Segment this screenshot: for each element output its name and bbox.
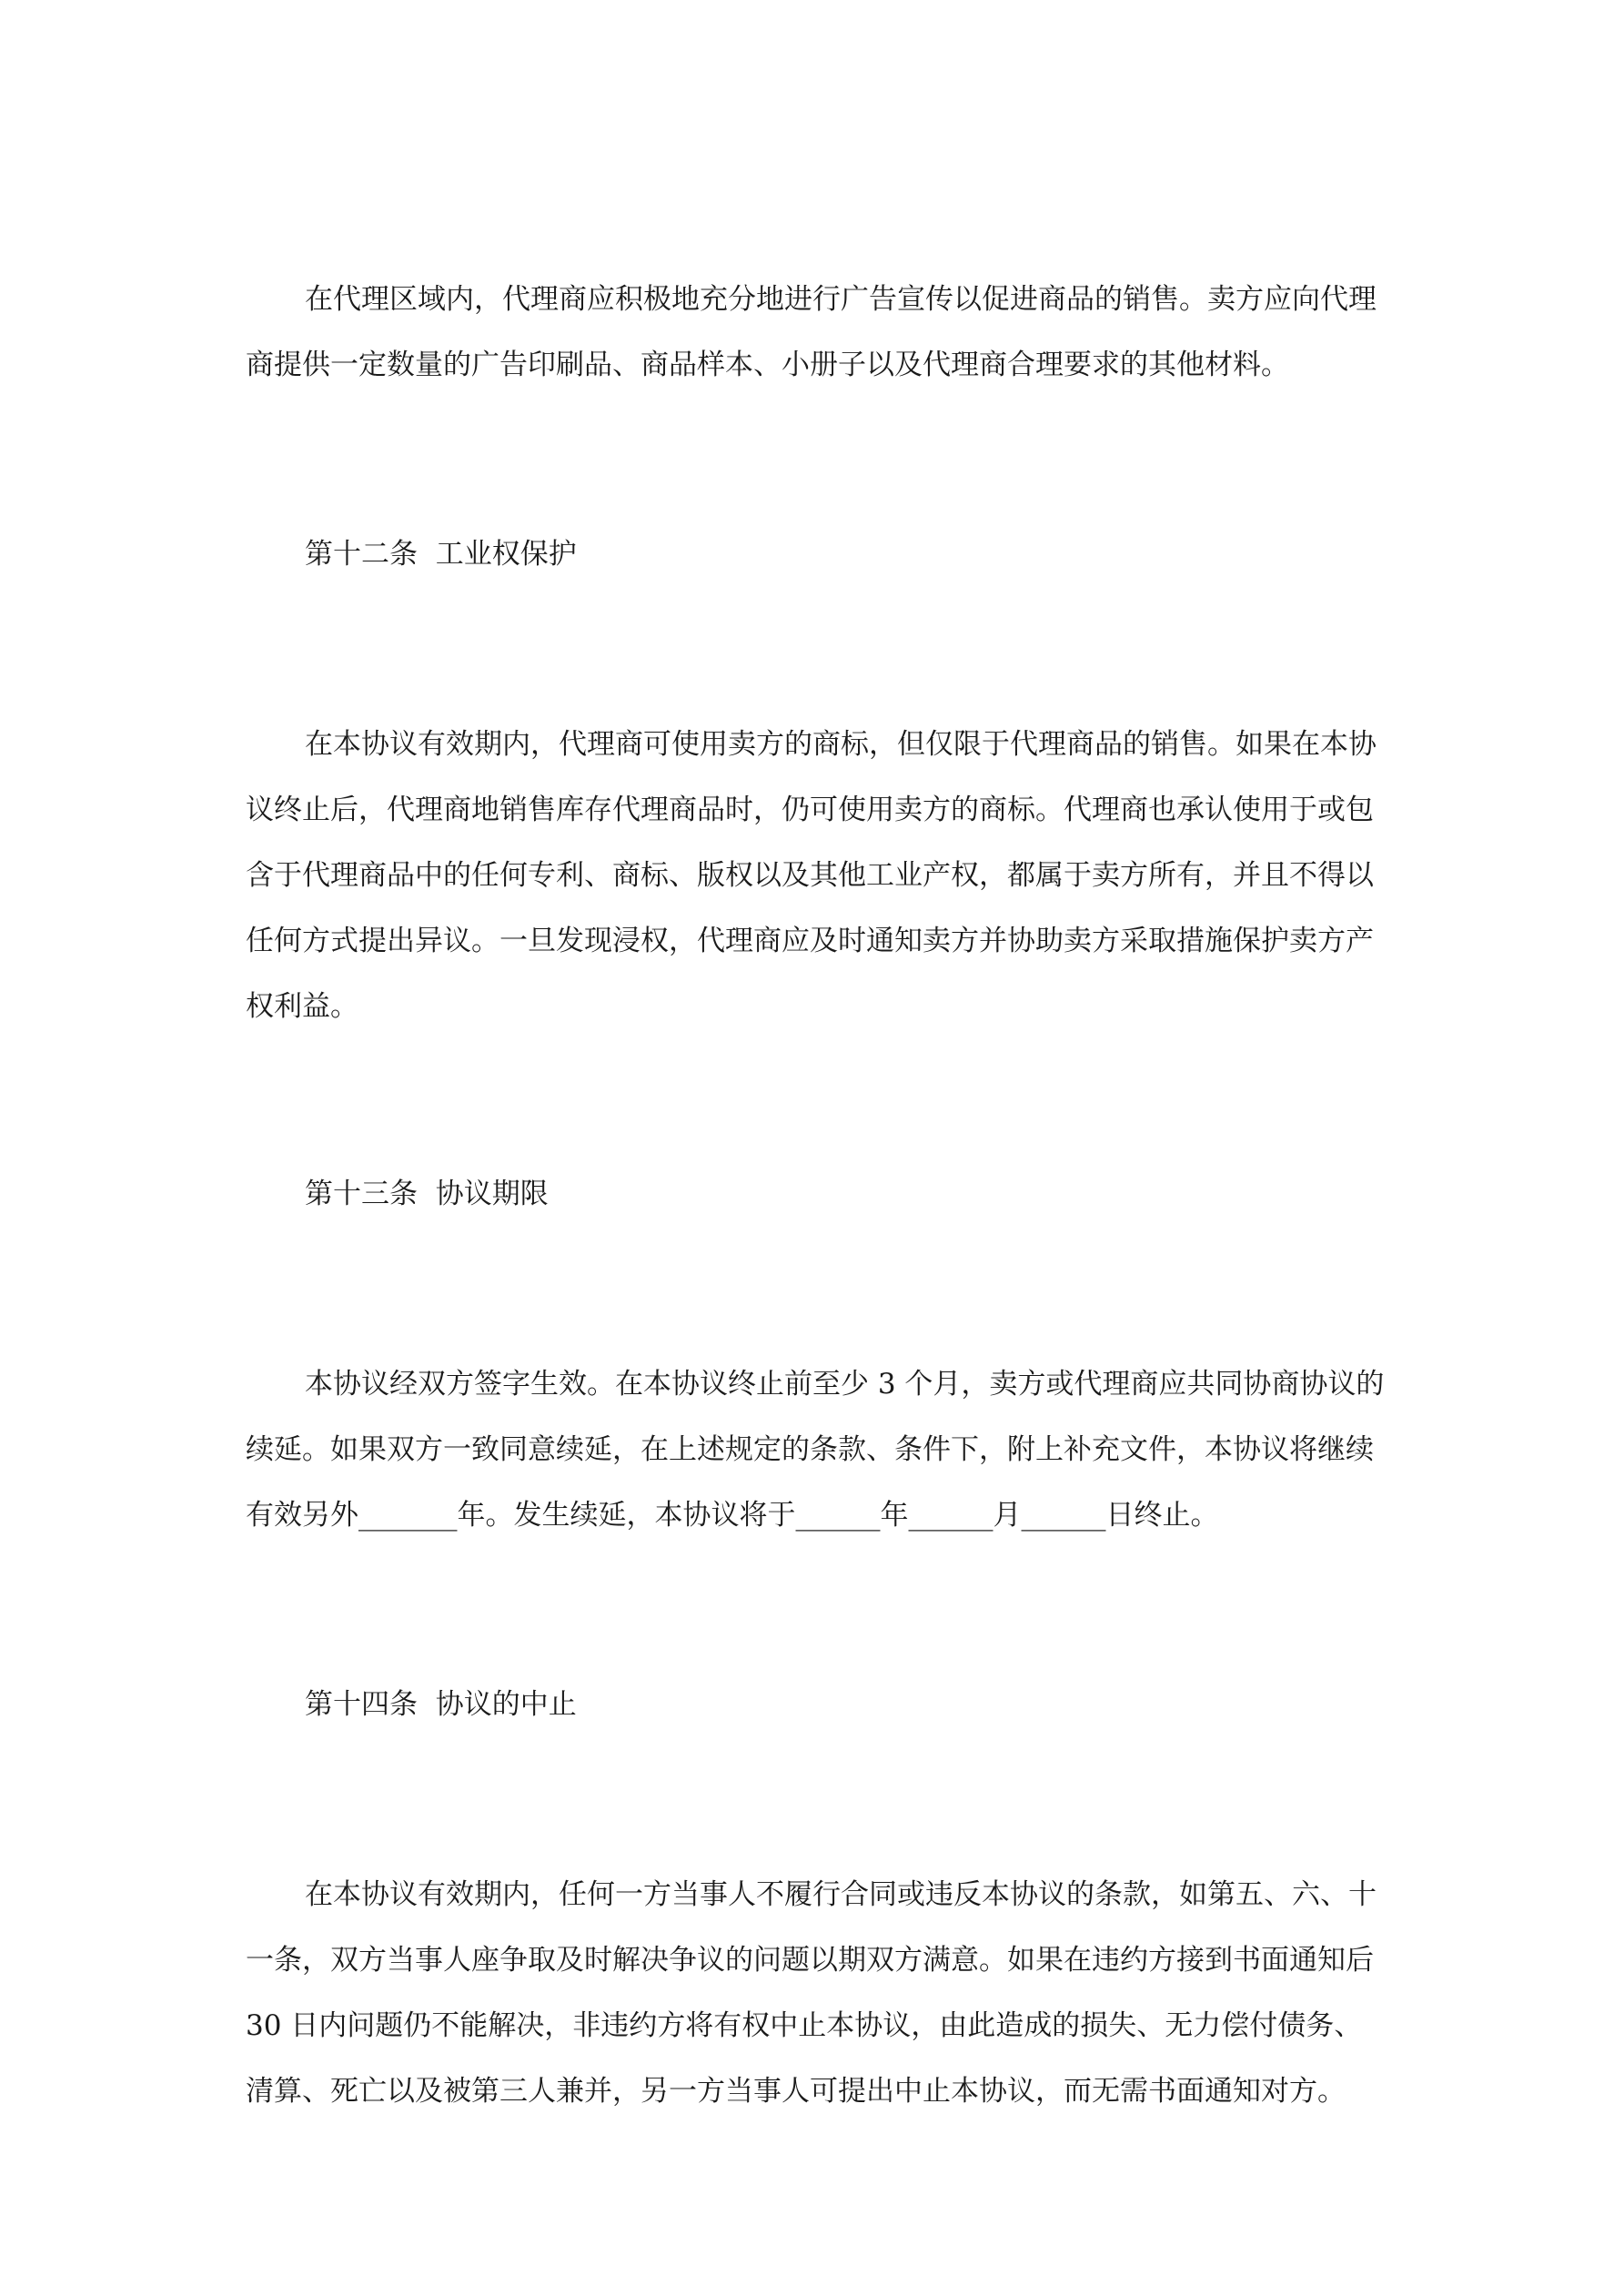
paragraph-line: 有效另外_______年。发生续延，本协议将于______年______月______日终止。 [246,1499,1219,1532]
article-14-heading: 第十四条 协议的中止 [305,1688,577,1721]
paragraph-line: 任何方式提出异议。一旦发现浸权，代理商应及时通知卖方并协助卖方采取措施保护卖方产 [246,925,1374,957]
paragraph-termination [246,1862,1383,2124]
paragraph-line: 一条，双方当事人座争取及时解决争议的问题以期双方满意。如果在违约方接到书面通知后 [246,1944,1374,1977]
article-12-heading: 第十二条 工业权保护 [305,538,577,571]
paragraph-industrial-property [246,712,1383,1039]
paragraph-line: 续延。如果双方一致同意续延，在上述规定的条款、条件下，附上补充文件，本协议将继续 [246,1433,1374,1466]
paragraph-line: 权利益。 [246,990,358,1023]
paragraph-line: 在代理区域内，代理商应积极地充分地进行广告宣传以促进商品的销售。卖方应向代理 [305,283,1377,316]
paragraph-line: 30 日内问题仍不能解决，非违约方将有权中止本协议，由此造成的损失、无力偿付债务、 [246,2009,1363,2042]
paragraph-line: 在本协议有效期内，代理商可使用卖方的商标，但仅限于代理商品的销售。如果在本协 [305,728,1377,761]
paragraph-line: 含于代理商品中的任何专利、商标、版权以及其他工业产权，都属于卖方所有，并且不得以 [246,859,1374,892]
paragraph-line: 在本协议有效期内，任何一方当事人不履行合同或违反本协议的条款，如第五、六、十 [305,1878,1377,1911]
paragraph-line: 商提供一定数量的广告印刷品、商品样本、小册子以及代理商合理要求的其他材料。 [246,349,1289,381]
paragraph-line: 清算、死亡以及被第三人兼并，另一方当事人可提出中止本协议，而无需书面通知对方。 [246,2075,1346,2108]
paragraph-line: 本协议经双方签字生效。在本协议终止前至少 3 个月，卖方或代理商应共同协商协议的 [305,1368,1385,1401]
paragraph-line: 议终止后，代理商地销售库存代理商品时，仍可使用卖方的商标。代理商也承认使用于或包 [246,794,1374,826]
article-13-heading: 第十三条 协议期限 [305,1178,549,1210]
paragraph-advertising [246,267,1383,398]
paragraph-term [246,1351,1383,1548]
